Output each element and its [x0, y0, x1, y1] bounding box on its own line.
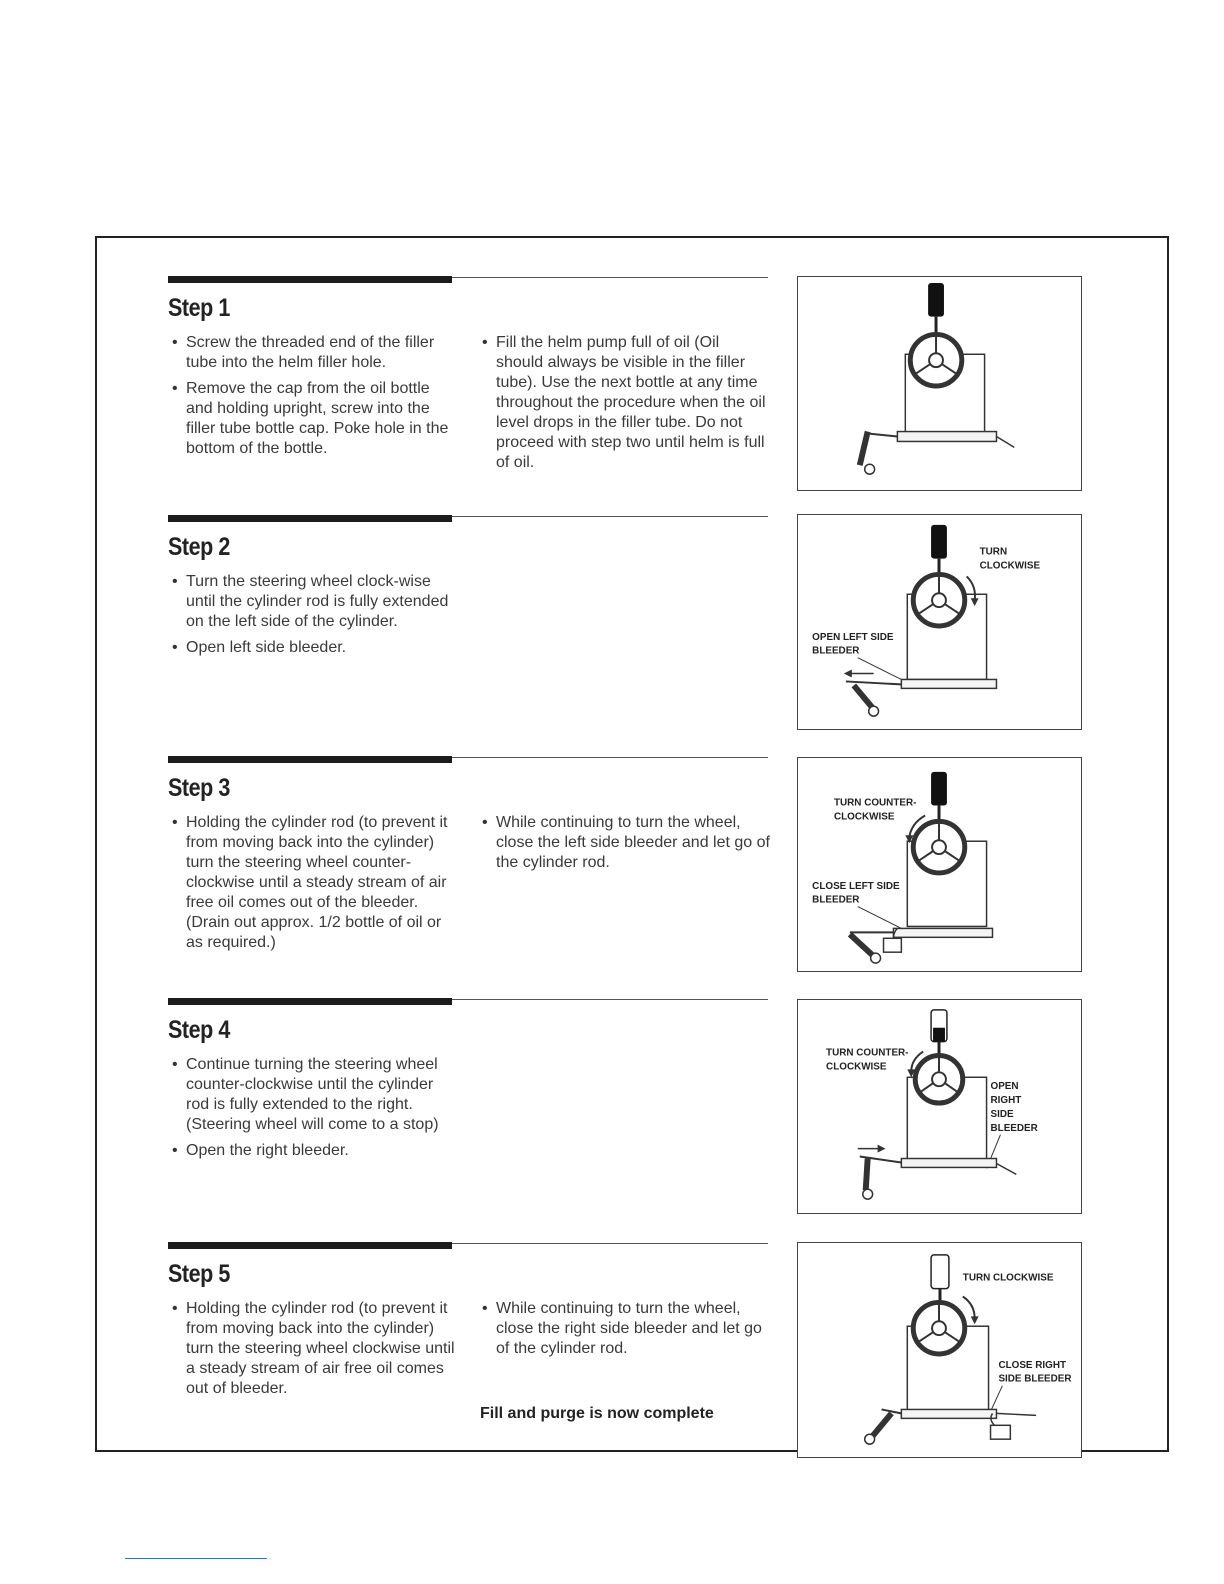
step-4-illustration [797, 999, 1082, 1214]
step-title: Step 2 [168, 533, 230, 561]
left-arrow-icon [844, 670, 852, 678]
step-1 [168, 276, 768, 495]
drain-container-icon [991, 1425, 1011, 1439]
figure-label: CLOCKWISE [833, 811, 895, 823]
clockwise-arrow-icon [963, 1297, 975, 1319]
step-3 [168, 756, 768, 985]
oil-bottle-icon [931, 772, 947, 806]
instruction-item: • Remove the cap from the oil bottle and holding upright, screw into the filler tube bottle cap. Poke hole in the bottom of the bottle. [170, 379, 460, 459]
instruction-item: • Continue turning the steering wheel counter-clockwise until the cylinder rod is fully extended to the right. (Steering wheel will come to a stop) [170, 1055, 460, 1135]
drain-container-icon [884, 938, 902, 952]
section-rule [168, 998, 768, 1006]
step-5 [168, 1242, 768, 1441]
instruction-item: • Turn the steering wheel clock-wise until the cylinder rod is fully extended on the left side of the cylinder. [170, 572, 460, 632]
clockwise-arrow-icon [967, 576, 975, 600]
step-5-illustration [797, 1242, 1082, 1458]
oil-bottle-icon [931, 525, 947, 559]
step-3-illustration [797, 757, 1082, 972]
tiller-icon [860, 432, 868, 466]
helm-diagram [798, 277, 1081, 490]
figure-label: RIGHT [990, 1095, 1022, 1107]
step-title: Step 1 [168, 294, 230, 322]
figure-label: TURN COUNTER- [826, 1047, 909, 1059]
figure-label: CLOSE LEFT SIDE [812, 880, 900, 892]
figure-label: OPEN [990, 1081, 1019, 1093]
helm-diagram [798, 758, 1081, 971]
step-title: Step 4 [168, 1016, 230, 1044]
tiller-icon [872, 1413, 892, 1437]
cylinder-icon [897, 432, 996, 442]
instruction-item: • While continuing to turn the wheel, close the right side bleeder and let go of the cylinder rod. [480, 1299, 770, 1359]
step-1-illustration [797, 276, 1082, 491]
instruction-item: • Holding the cylinder rod (to prevent it from moving back into the cylinder) turn the steering wheel counter-clockwise until a steady stream of air free oil comes out of the bleeder. (Drain out approx. 1/2 bottle of oil or as required.) [170, 813, 460, 953]
helm-diagram [798, 1000, 1081, 1213]
tiller-icon [854, 685, 874, 709]
step-title: Step 5 [168, 1260, 230, 1288]
step-2 [168, 515, 768, 694]
instruction-item: • Fill the helm pump full of oil (Oil should always be visible in the filler tube). Use the next bottle at any time throughout the procedure when the oil level drops in the filler tube. Do not proceed with step two until helm is full of oil. [480, 333, 770, 473]
figure-label: CLOSE RIGHT [998, 1359, 1067, 1371]
instruction-item: • While continuing to turn the wheel, close the left side bleeder and let go of the cylinder rod. [480, 813, 770, 873]
right-arrow-icon [878, 1145, 886, 1153]
cylinder-icon [901, 679, 996, 688]
oil-bottle-icon [928, 283, 944, 317]
instruction-item: • Open the right bleeder. [170, 1141, 460, 1161]
step-title: Step 3 [168, 774, 230, 802]
figure-label: TURN COUNTER- [833, 797, 917, 809]
section-rule [168, 276, 768, 284]
oil-bottle-icon [931, 1255, 949, 1289]
figure-label: OPEN LEFT SIDE [812, 631, 894, 643]
instruction-item: • Open left side bleeder. [170, 638, 460, 658]
figure-label: CLOCKWISE [979, 560, 1041, 572]
step-2-illustration [797, 514, 1082, 730]
tiller-icon [850, 934, 874, 956]
figure-label: BLEEDER [812, 894, 860, 906]
completion-note: Fill and purge is now complete [480, 1405, 714, 1422]
figure-label: TURN CLOCKWISE [962, 1272, 1054, 1284]
step-4 [168, 998, 768, 1197]
section-rule [168, 756, 768, 764]
figure-label: SIDE BLEEDER [998, 1373, 1072, 1385]
helm-diagram [798, 1243, 1081, 1457]
helm-diagram [798, 515, 1081, 729]
cylinder-icon [901, 1409, 996, 1418]
cylinder-icon [901, 1159, 996, 1168]
figure-label: CLOCKWISE [826, 1061, 887, 1073]
section-rule [168, 515, 768, 523]
footnote-separator [125, 1558, 267, 1559]
figure-label: SIDE [990, 1108, 1014, 1120]
figure-label: BLEEDER [990, 1122, 1038, 1134]
figure-label: TURN [979, 546, 1008, 558]
instruction-item: • Holding the cylinder rod (to prevent it from moving back into the cylinder) turn the steering wheel clockwise until a steady stream of air free oil comes out of bleeder. [170, 1299, 460, 1399]
cylinder-icon [893, 928, 992, 937]
tiller-icon [866, 1159, 868, 1191]
section-rule [168, 1242, 768, 1250]
figure-label: BLEEDER [812, 645, 860, 657]
instruction-item: • Screw the threaded end of the filler tube into the helm filler hole. [170, 333, 460, 373]
